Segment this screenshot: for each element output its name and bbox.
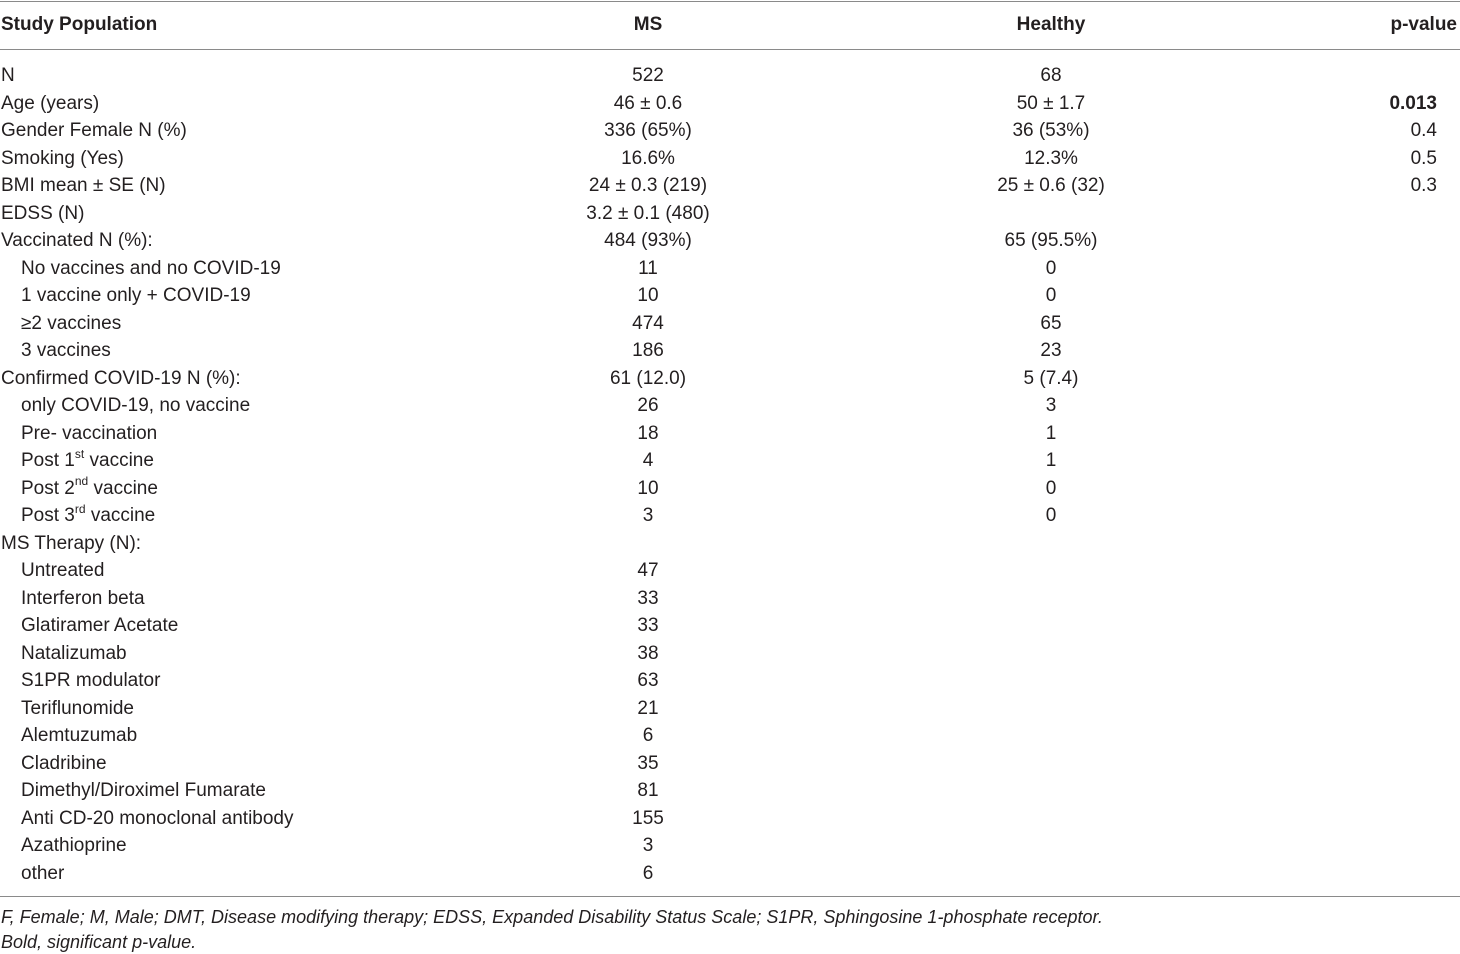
healthy-value: 0: [1045, 285, 1057, 306]
row-label: Teriflunomide: [21, 697, 134, 719]
ms-value: 522: [632, 65, 664, 86]
row-label: [21, 447, 154, 475]
ms-value: 186: [632, 340, 664, 361]
header-p-value: p-value: [1390, 14, 1457, 35]
row-label: only COVID-19, no vaccine: [21, 395, 251, 416]
row-label-superscript: rd: [74, 501, 86, 516]
row-label: Cladribine: [21, 752, 107, 774]
table-row: [0, 832, 1460, 860]
row-label: Confirmed COVID-19 N (%):: [1, 367, 241, 389]
healthy-value: 23: [1040, 340, 1062, 361]
row-label: BMI mean ± SE (N): [1, 175, 166, 196]
healthy-value: 36 (53%): [1012, 120, 1090, 141]
ms-value: 18: [637, 422, 659, 444]
ms-value: 81: [637, 780, 659, 801]
ms-value: 26: [637, 395, 659, 416]
row-label: Age (years): [1, 92, 100, 114]
table-row: [0, 777, 1460, 805]
row-label: Anti CD-20 monoclonal antibody: [21, 807, 294, 829]
table-row: [0, 667, 1460, 695]
row-label-suffix: vaccine: [84, 450, 154, 471]
table-row: [0, 90, 1460, 118]
ms-value: 10: [637, 285, 659, 306]
ms-value: 484 (93%): [604, 230, 692, 251]
p-value: 0.5: [1410, 147, 1437, 169]
ms-value: 3: [642, 835, 654, 856]
ms-value: 6: [642, 862, 654, 884]
ms-value: 46 ± 0.6: [613, 92, 683, 114]
healthy-value: 1: [1045, 422, 1057, 444]
table-row: [0, 172, 1460, 200]
ms-value: 16.6%: [621, 147, 675, 169]
header-ms: MS: [633, 14, 663, 35]
row-label: 1 vaccine only + COVID-19: [21, 285, 251, 306]
ms-value: 336 (65%): [604, 120, 692, 141]
healthy-value: 68: [1040, 65, 1062, 86]
healthy-value: 50 ± 1.7: [1016, 92, 1086, 114]
table-row: [0, 695, 1460, 723]
p-value: 0.4: [1410, 120, 1437, 141]
row-label-suffix: vaccine: [85, 505, 156, 526]
healthy-value: 65: [1040, 312, 1062, 334]
row-label-suffix: vaccine: [88, 477, 158, 499]
row-label: Natalizumab: [21, 642, 127, 664]
table-row: [0, 62, 1460, 90]
table-row: [0, 502, 1460, 530]
row-label-text: Post 1: [21, 450, 75, 471]
table-row: [0, 255, 1460, 283]
healthy-value: 25 ± 0.6 (32): [997, 175, 1105, 196]
ms-value: 6: [642, 725, 654, 746]
ms-value: 155: [632, 807, 664, 829]
row-label: S1PR modulator: [21, 670, 161, 691]
row-label: [21, 502, 155, 530]
ms-value: 33: [637, 615, 659, 636]
row-label-superscript: nd: [74, 474, 89, 489]
table-row: [0, 475, 1460, 503]
ms-value: 35: [637, 752, 659, 774]
table-row: [0, 612, 1460, 640]
table-row: [0, 530, 1460, 558]
ms-value: 11: [638, 257, 658, 279]
row-label: Vaccinated N (%):: [1, 230, 153, 251]
healthy-value: 3: [1045, 395, 1057, 416]
row-label: Untreated: [21, 560, 105, 581]
healthy-value: 0: [1045, 505, 1057, 526]
row-label: [21, 475, 158, 503]
healthy-value: 0: [1045, 477, 1057, 499]
healthy-value: 65 (95.5%): [1004, 230, 1098, 251]
table-row: [0, 447, 1460, 475]
healthy-value: 12.3%: [1024, 147, 1078, 169]
table-bottom-rule: [0, 896, 1460, 897]
ms-value: 33: [637, 587, 659, 609]
table-row: [0, 805, 1460, 833]
table-row: [0, 227, 1460, 255]
row-label: Glatiramer Acetate: [21, 615, 179, 636]
row-label: Interferon beta: [21, 587, 145, 609]
row-label: Alemtuzumab: [21, 725, 138, 746]
row-label: EDSS (N): [1, 202, 85, 224]
table-row: [0, 640, 1460, 668]
table-row: [0, 117, 1460, 145]
table-row: [0, 557, 1460, 585]
table-row: [0, 750, 1460, 778]
ms-value: 3.2 ± 0.1 (480): [586, 202, 710, 224]
ms-value: 47: [637, 560, 659, 581]
row-label: Dimethyl/Diroximel Fumarate: [21, 780, 266, 801]
row-label: 3 vaccines: [21, 340, 111, 361]
table-header-row: [0, 1, 1460, 49]
table-header-rule: [0, 49, 1460, 50]
row-label-superscript: st: [74, 446, 85, 461]
table-row: [0, 337, 1460, 365]
ms-value: 24 ± 0.3 (219): [588, 175, 708, 196]
table-row: [0, 145, 1460, 173]
row-label: No vaccines and no COVID-19: [21, 257, 281, 279]
ms-value: 10: [637, 477, 659, 499]
p-value: 0.013: [1389, 92, 1437, 114]
ms-value: 4: [642, 450, 654, 471]
row-label-text: Post 3: [21, 505, 75, 526]
row-label: other: [21, 862, 65, 884]
table-row: [0, 722, 1460, 750]
row-label: ≥2 vaccines: [21, 312, 122, 334]
row-label-text: Post 2: [21, 477, 75, 499]
row-label: MS Therapy (N):: [1, 532, 142, 554]
table-row: [0, 282, 1460, 310]
ms-value: 61 (12.0): [609, 367, 687, 389]
ms-value: 38: [637, 642, 659, 664]
row-label: Smoking (Yes): [1, 147, 124, 169]
table-row: [0, 200, 1460, 228]
table-row: [0, 420, 1460, 448]
footnote-abbreviations: F, Female; M, Male; DMT, Disease modifying therapy; EDSS, Expanded Disability Status Scale; S1PR, Sphingosine 1-phosphate receptor.: [1, 907, 1103, 927]
table-row: [0, 860, 1460, 888]
footnote-bold-note: Bold, significant p-value.: [1, 932, 197, 952]
table-row: [0, 365, 1460, 393]
p-value: 0.3: [1410, 175, 1437, 196]
healthy-value: 5 (7.4): [1023, 367, 1079, 389]
table-row: [0, 585, 1460, 613]
row-label: Pre- vaccination: [21, 422, 158, 444]
ms-value: 3: [642, 505, 654, 526]
healthy-value: 1: [1045, 450, 1057, 471]
ms-value: 474: [632, 312, 664, 334]
ms-value: 21: [637, 697, 659, 719]
header-study-population: Study Population: [1, 14, 158, 35]
row-label: Gender Female N (%): [1, 120, 187, 141]
table-row: [0, 310, 1460, 338]
header-healthy: Healthy: [1016, 14, 1086, 35]
table-row: [0, 392, 1460, 420]
ms-value: 63: [637, 670, 659, 691]
healthy-value: 0: [1045, 257, 1057, 279]
row-label: Azathioprine: [21, 835, 127, 856]
row-label: N: [1, 65, 15, 86]
table-body: [0, 62, 1460, 887]
